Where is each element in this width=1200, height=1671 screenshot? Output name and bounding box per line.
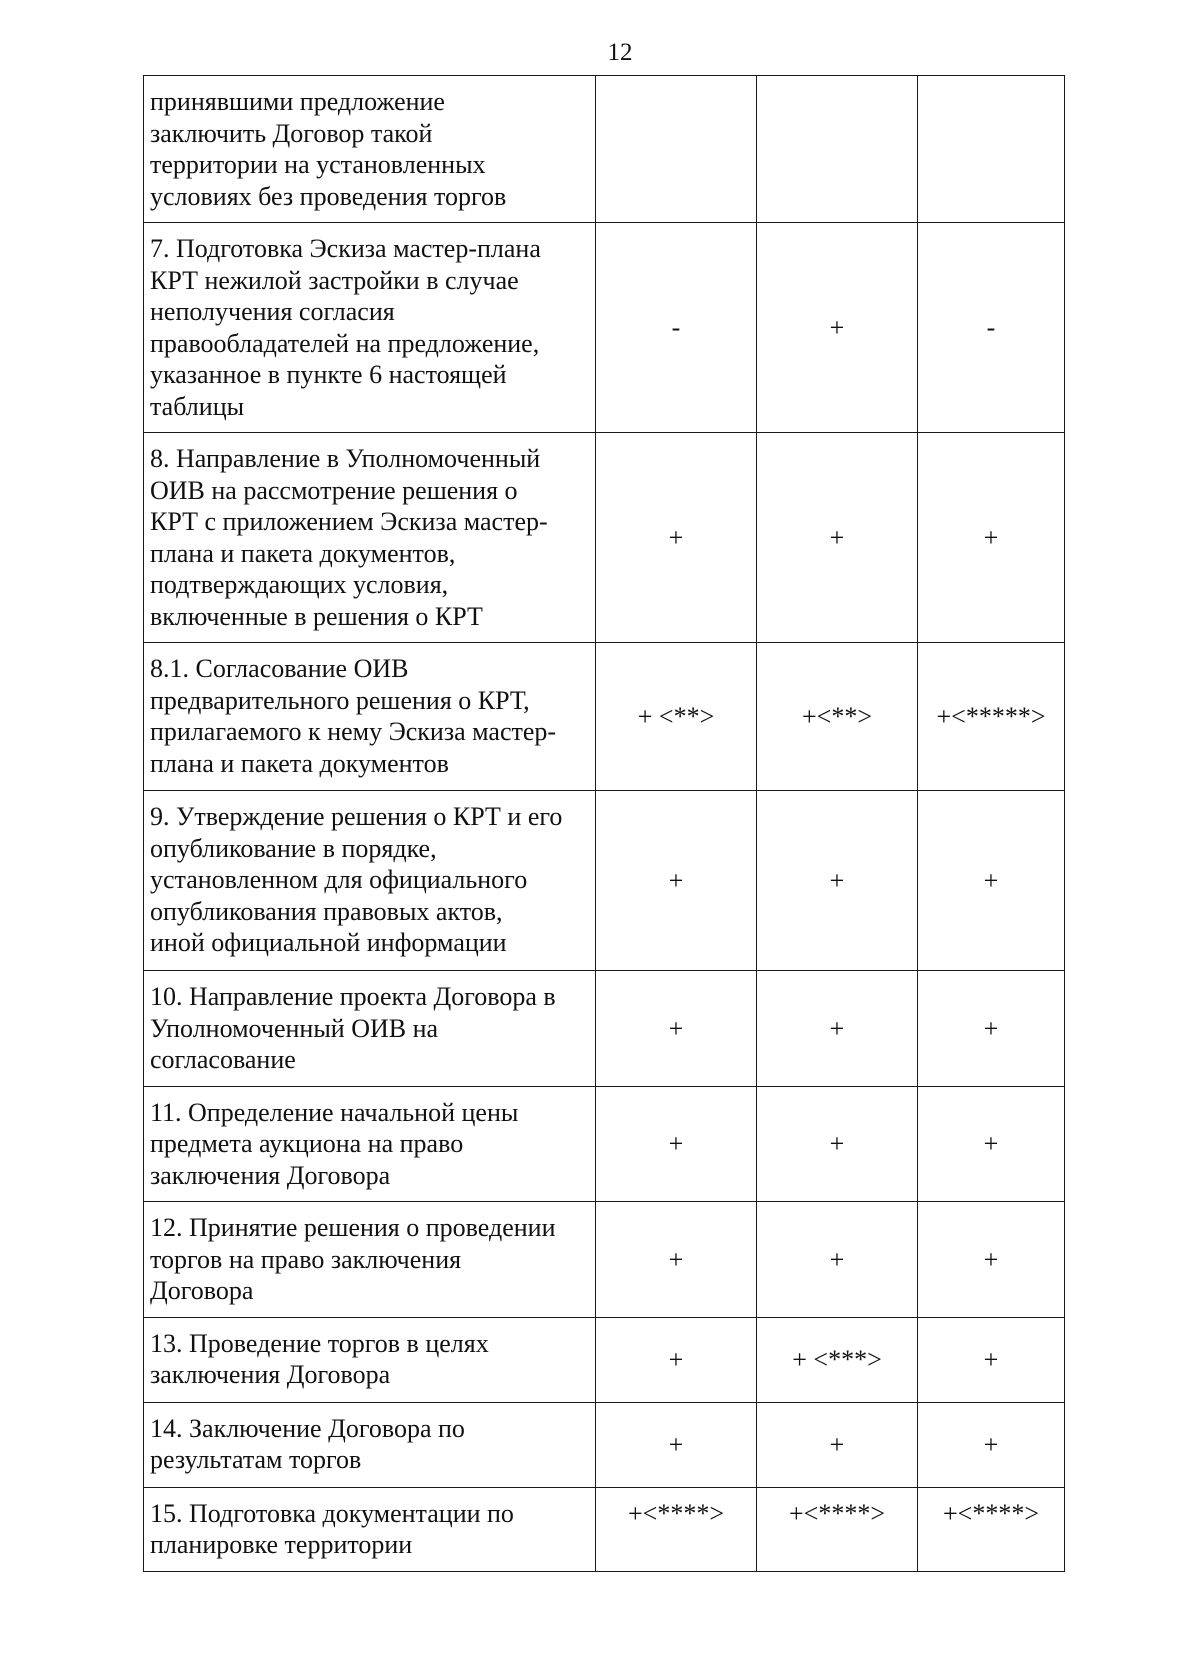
mark-col-2: +<****> <box>757 1487 918 1571</box>
description-line: неполучения согласия <box>150 297 395 326</box>
description-line: Уполномоченный ОИВ на <box>150 1013 439 1043</box>
mark-col-2: + <box>757 433 918 643</box>
row-description <box>144 971 596 1087</box>
mark-col-3: +<*****> <box>918 643 1065 791</box>
description-line: установленном для официального <box>150 865 528 894</box>
description-line: указанное в пункте 6 настоящей <box>150 360 507 389</box>
description-line: плана и пакета документов <box>150 748 449 778</box>
description-line: 10. Направление проекта Договора в <box>150 982 556 1011</box>
description-line: таблицы <box>150 391 245 421</box>
mark-col-1: - <box>596 223 757 433</box>
procedure-table <box>143 75 1065 1572</box>
row-description <box>144 1487 596 1571</box>
description-line: заключить Договор такой <box>150 118 433 148</box>
table-row <box>144 1402 1065 1487</box>
table-row <box>144 76 1065 223</box>
description-line: ОИВ на рассмотрение решения о <box>150 475 518 505</box>
mark-col-1: + <box>596 433 757 643</box>
description-line: заключения Договора <box>150 1360 391 1389</box>
mark-col-3: + <box>918 791 1065 971</box>
description-line: иной официальной информации <box>150 928 507 957</box>
description-line: заключения Договора <box>150 1160 391 1190</box>
mark-col-1: + <box>596 1402 757 1487</box>
mark-col-3: + <box>918 971 1065 1087</box>
description-line: согласование <box>150 1045 296 1074</box>
mark-col-2: + <box>757 223 918 433</box>
description-line: опубликования правовых актов, <box>150 896 503 926</box>
description-line: включенные в решения о КРТ <box>150 601 483 631</box>
mark-col-1 <box>596 76 757 223</box>
mark-col-1: + <box>596 971 757 1087</box>
row-description <box>144 1317 596 1402</box>
description-line: Договора <box>150 1276 254 1305</box>
mark-col-2: + <***> <box>757 1317 918 1402</box>
table-row <box>144 433 1065 643</box>
description-line: опубликование в порядке, <box>150 833 437 863</box>
description-line: предварительного решения о КРТ, <box>150 685 530 715</box>
description-line: условиях без проведения торгов <box>150 181 507 211</box>
row-description <box>144 1086 596 1202</box>
table-row <box>144 223 1065 433</box>
table-row <box>144 791 1065 971</box>
description-line: плана и пакета документов, <box>150 538 456 568</box>
table-row <box>144 643 1065 791</box>
description-line: КРТ с приложением Эскиза мастер- <box>150 507 548 536</box>
description-line: 9. Утверждение решения о КРТ и его <box>150 802 563 831</box>
mark-col-2: + <box>757 1402 918 1487</box>
mark-col-3: + <box>918 433 1065 643</box>
mark-col-3: + <box>918 1086 1065 1202</box>
mark-col-3: + <box>918 1202 1065 1318</box>
description-line: 14. Заключение Договора по <box>150 1413 465 1443</box>
description-line: 13. Проведение торгов в целях <box>150 1328 489 1358</box>
description-line: 7. Подготовка Эскиза мастер-плана <box>150 234 541 263</box>
description-line: прилагаемого к нему Эскиза мастер- <box>150 717 557 746</box>
mark-col-1: + <box>596 1086 757 1202</box>
description-line: предмета аукциона на право <box>150 1129 464 1158</box>
mark-col-3 <box>918 76 1065 223</box>
description-line: правообладателей на предложение, <box>150 328 540 358</box>
description-line: планировке территории <box>150 1530 413 1559</box>
mark-col-2: + <box>757 1086 918 1202</box>
mark-col-1: +<****> <box>596 1487 757 1571</box>
row-description <box>144 643 596 791</box>
row-description <box>144 1202 596 1318</box>
description-line: 8.1. Согласование ОИВ <box>150 654 409 683</box>
table-row <box>144 1202 1065 1318</box>
mark-col-3: - <box>918 223 1065 433</box>
table-row <box>144 971 1065 1087</box>
description-line: 11. Определение начальной цены <box>150 1097 519 1127</box>
table-row <box>144 1086 1065 1202</box>
description-line: торгов на право заключения <box>150 1244 462 1274</box>
mark-col-1: + <box>596 1317 757 1402</box>
row-description <box>144 1402 596 1487</box>
mark-col-2: + <box>757 791 918 971</box>
row-description <box>144 791 596 971</box>
mark-col-1: + <**> <box>596 643 757 791</box>
description-line: результатам торгов <box>150 1445 362 1474</box>
mark-col-3: + <box>918 1317 1065 1402</box>
description-line: территории на установленных <box>150 150 486 179</box>
table-row <box>144 1487 1065 1571</box>
mark-col-2: +<**> <box>757 643 918 791</box>
description-line: 15. Подготовка документации по <box>150 1498 514 1528</box>
mark-col-1: + <box>596 1202 757 1318</box>
description-line: 8. Направление в Уполномоченный <box>150 444 541 473</box>
table-row <box>144 1317 1065 1402</box>
row-description <box>144 433 596 643</box>
mark-col-3: + <box>918 1402 1065 1487</box>
mark-col-3: +<****> <box>918 1487 1065 1571</box>
description-line: 12. Принятие решения о проведении <box>150 1213 556 1242</box>
mark-col-2: + <box>757 1202 918 1318</box>
row-description <box>144 223 596 433</box>
mark-col-2 <box>757 76 918 223</box>
description-line: принявшими предложение <box>150 87 445 116</box>
description-line: подтверждающих условия, <box>150 570 449 599</box>
description-line: КРТ нежилой застройки в случае <box>150 265 519 295</box>
page-number: 12 <box>607 39 633 66</box>
mark-col-1: + <box>596 791 757 971</box>
row-description <box>144 76 596 223</box>
mark-col-2: + <box>757 971 918 1087</box>
